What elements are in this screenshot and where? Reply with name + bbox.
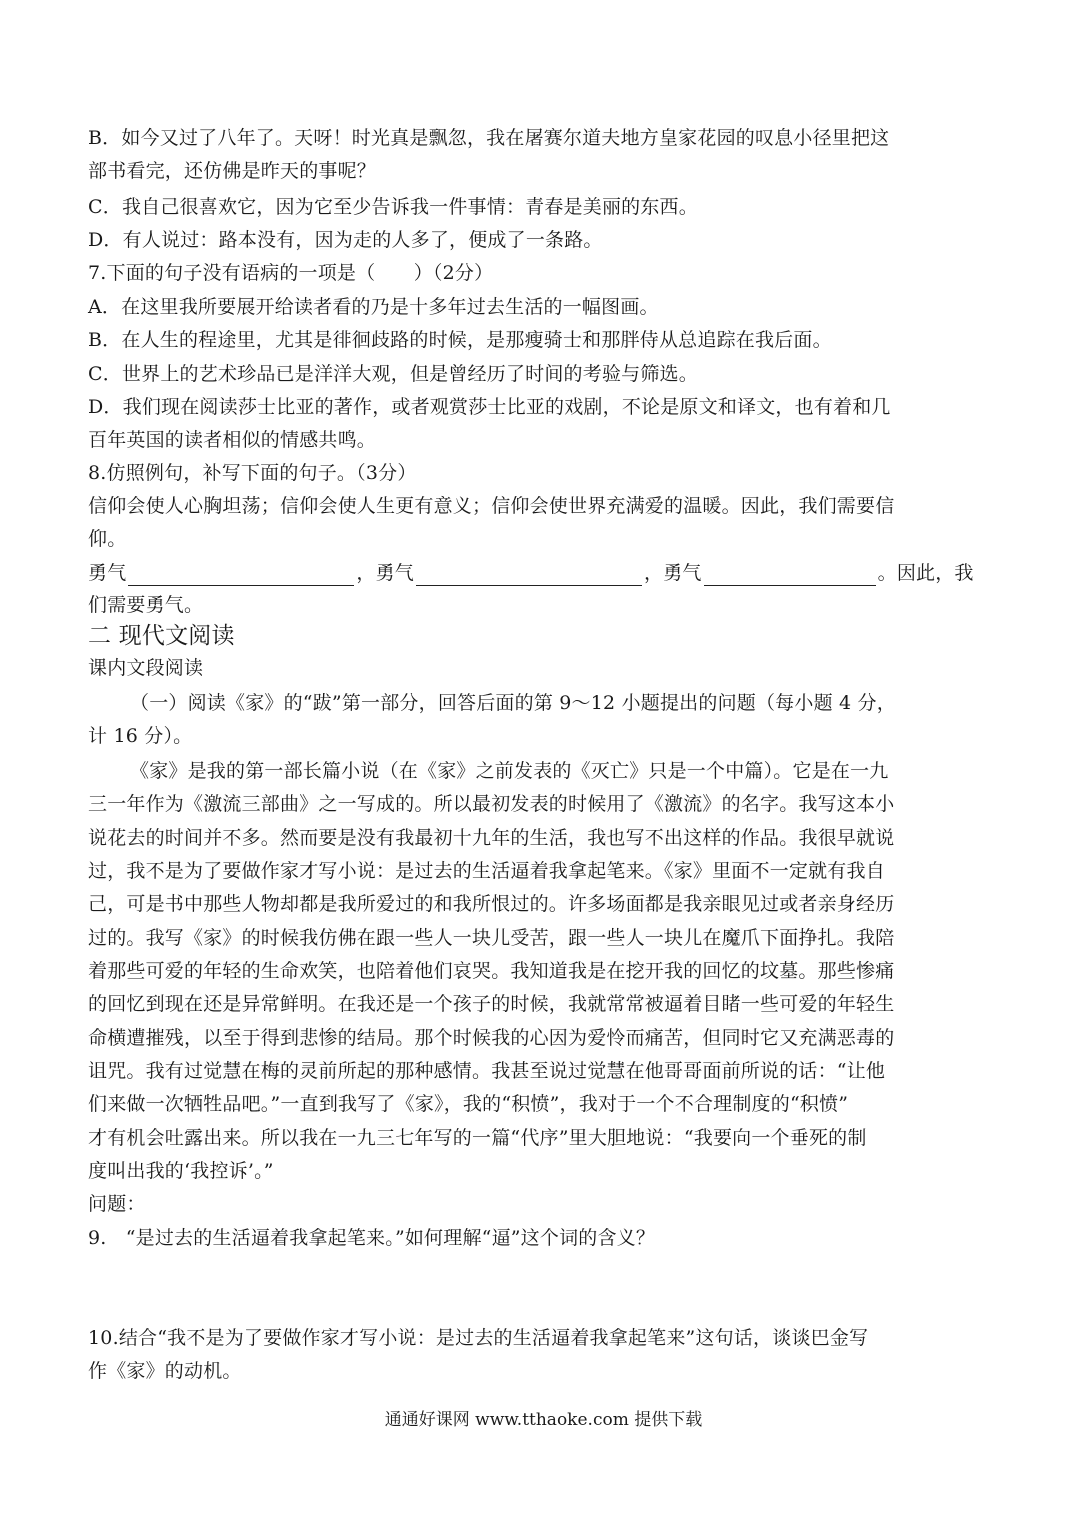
passage-line: 们来做一次牺牲品吧。”一直到我写了《家》，我的“积愤”，我对于一个不合理制度的“积愤” bbox=[88, 1093, 849, 1115]
fill-word-1: 勇气 bbox=[88, 562, 127, 584]
q8-example-line1: 信仰会使人心胸坦荡；信仰会使人生更有意义；信仰会使世界充满爱的温暖。因此，我们需要信 bbox=[88, 495, 895, 517]
passage-line: 着那些可爱的年轻的生命欢笑，也陪着他们哀哭。我知道我是在挖开我的回忆的坟墓。那些惨痛 bbox=[88, 960, 895, 982]
section-subtitle: 课内文段阅读 bbox=[88, 657, 204, 679]
fill-word-3: 勇气 bbox=[663, 562, 702, 584]
page-footer: 通通好课网 www.tthaoke.com 提供下载 bbox=[384, 1410, 703, 1430]
section-intro-line2: 计 16 分）。 bbox=[88, 725, 193, 747]
passage-line: 三一年作为《激流三部曲》之一写成的。所以最初发表的时候用了《激流》的名字。我写这本小 bbox=[88, 793, 895, 815]
q6-option-d: D．有人说过：路本没有，因为走的人多了，便成了一条路。 bbox=[88, 229, 603, 251]
question-10-line2: 作《家》的动机。 bbox=[88, 1360, 242, 1382]
fill-comma-2: ， bbox=[644, 562, 664, 584]
q8-example-line2: 仰。 bbox=[88, 528, 127, 550]
fill-end: 。因此，我 bbox=[877, 562, 974, 584]
passage-line: 度叫出我的‘我控诉’。” bbox=[88, 1160, 274, 1182]
question-10-line1: 10.结合“我不是为了要做作家才写小说：是过去的生活逼着我拿起笔来”这句话，谈谈巴金写 bbox=[88, 1327, 869, 1349]
q8-fill-line2: 们需要勇气。 bbox=[88, 594, 204, 616]
q6-option-b-line2: 部书看完，还仿佛是昨天的事呢？ bbox=[88, 160, 377, 182]
questions-label: 问题： bbox=[88, 1193, 146, 1215]
passage-line: 诅咒。我有过觉慧在梅的灵前所起的那种感情。我甚至说过觉慧在他哥哥面前所说的话：“让他 bbox=[88, 1060, 886, 1082]
q7-option-d-line2: 百年英国的读者相似的情感共鸣。 bbox=[88, 429, 377, 451]
q7-option-a: A．在这里我所要展开给读者看的乃是十多年过去生活的一幅图画。 bbox=[88, 296, 659, 318]
q6-option-b-line1: B．如今又过了八年了。天呀！时光真是飘忽，我在屠赛尔道夫地方皇家花园的叹息小径里把这 bbox=[88, 127, 890, 149]
q7-option-d-line1: D．我们现在阅读莎士比亚的著作，或者观赏莎士比亚的戏剧，不论是原文和译文，也有着和几 bbox=[88, 396, 891, 418]
fill-word-2: 勇气 bbox=[375, 562, 415, 584]
q7-option-c: C．世界上的艺术珍品已是洋洋大观，但是曾经历了时间的考验与筛选。 bbox=[88, 363, 698, 385]
section-intro-line1: （一）阅读《家》的“跋”第一部分，回答后面的第 9～12 小题提出的问题（每小题 4 分， bbox=[130, 692, 896, 714]
q7-option-b: B．在人生的程途里，尤其是徘徊歧路的时候，是那瘦骑士和那胖侍从总追踪在我后面。 bbox=[88, 329, 832, 351]
fill-blank-3[interactable] bbox=[704, 563, 876, 586]
passage-line: 过的。我写《家》的时候我仿佛在跟一些人一块儿受苦，跟一些人一块儿在魔爪下面挣扎。我陪 bbox=[88, 927, 895, 949]
section-title: 二 现代文阅读 bbox=[88, 623, 235, 649]
passage-line: 过，我不是为了要做作家才写小说：是过去的生活逼着我拿起笔来。《家》里面不一定就有我自 bbox=[88, 860, 885, 882]
passage-line: 才有机会吐露出来。所以我在一九三七年写的一篇“代序”里大胆地说：“我要向一个垂死的制 bbox=[88, 1127, 867, 1149]
q8-fill-row bbox=[88, 560, 1000, 586]
passage-line: 命横遭摧残，以至于得到悲惨的结局。那个时候我的心因为爱怜而痛苦，但同时它又充满恶毒的 bbox=[88, 1027, 895, 1049]
q6-option-c: C．我自己很喜欢它，因为它至少告诉我一件事情：青春是美丽的东西。 bbox=[88, 196, 698, 218]
passage-line: 《家》是我的第一部长篇小说（在《家》之前发表的《灭亡》只是一个中篇）。它是在一九 bbox=[130, 760, 889, 782]
passage-line: 说花去的时间并不多。然而要是没有我最初十九年的生活，我也写不出这样的作品。我很早就说 bbox=[88, 827, 895, 849]
q8-stem: 8.仿照例句，补写下面的句子。（3分） bbox=[88, 462, 417, 484]
fill-comma-1: ， bbox=[356, 562, 376, 584]
question-9: 9. “是过去的生活逼着我拿起笔来。”如何理解“逼”这个词的含义？ bbox=[88, 1227, 656, 1249]
q7-stem: 7.下面的句子没有语病的一项是（ ）（2分） bbox=[88, 262, 494, 284]
passage-line: 己，可是书中那些人物却都是我所爱过的和我所恨过的。许多场面都是我亲眼见过或者亲身经历 bbox=[88, 893, 895, 915]
passage-line: 的回忆到现在还是异常鲜明。在我还是一个孩子的时候，我就常常被逼着目睹一些可爱的年轻生 bbox=[88, 993, 895, 1015]
fill-blank-2[interactable] bbox=[416, 563, 642, 586]
fill-blank-1[interactable] bbox=[128, 563, 354, 586]
